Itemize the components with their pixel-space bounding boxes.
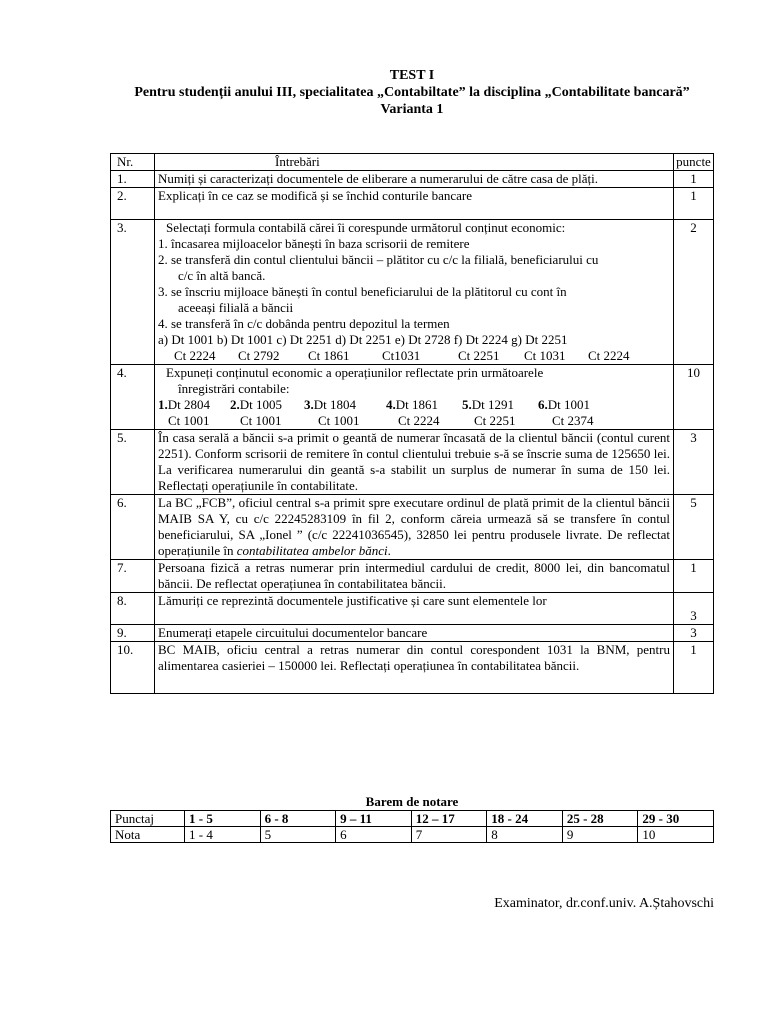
question-text: BC MAIB, oficiu central a retras numerar din contul corespondent 1031 la BNM, pentru alimentarea casieriei – 150000 lei. Reflectați operațiunea în contabilitatea băncii. — [155, 642, 674, 694]
credit-option: Ct 2224 — [174, 348, 216, 363]
table-row — [111, 430, 714, 495]
question-number: 10. — [111, 642, 155, 694]
entry-debit: Dt 2804 — [167, 397, 210, 412]
examiner-signature: Examinator, dr.conf.univ. A.Ștahovschi — [494, 896, 714, 911]
header-question — [155, 154, 674, 171]
test-title: TEST I — [389, 68, 435, 83]
table-row — [111, 642, 714, 694]
question-points: 1 — [674, 171, 714, 188]
question-number: 1. — [111, 171, 155, 188]
credit-option: Ct 1861 — [308, 348, 350, 363]
credit-option: Ct 2251 — [458, 348, 500, 363]
q3-item: 1. încasarea mijloacelor bănești în baza scrisorii de remitere — [158, 236, 470, 251]
grading-range: 12 – 17 — [411, 811, 487, 827]
q6-text-italic: contabilitatea ambelor bănci — [236, 543, 388, 558]
question-points: 1 — [674, 188, 714, 220]
question-points: 5 — [674, 495, 714, 560]
question-number: 5. — [111, 430, 155, 495]
document-header — [110, 67, 714, 118]
q3-item: 4. se transferă în c/c dobânda pentru depozitul la termen — [158, 316, 450, 331]
grading-grade: 9 — [562, 827, 638, 843]
grading-grade: 10 — [638, 827, 714, 843]
q4-entry — [462, 397, 538, 413]
entry-number: 6. — [538, 397, 548, 412]
q3-item: 2. se transferă din contul clientului băncii – plătitor cu c/c la filială, beneficiarului cu — [158, 252, 599, 267]
entry-credit: Ct 2224 — [398, 413, 440, 428]
question-number: 9. — [111, 625, 155, 642]
grading-grade: 7 — [411, 827, 487, 843]
question-text: Lămuriți ce reprezintă documentele justificative și care sunt elementele lor — [155, 593, 674, 625]
header-points: puncte — [674, 154, 714, 171]
question-text — [155, 220, 674, 365]
table-row — [111, 188, 714, 220]
entry-credit: Ct 1001 — [168, 413, 210, 428]
grading-grade: 6 — [336, 827, 412, 843]
grading-range: 25 - 28 — [562, 811, 638, 827]
table-row — [111, 171, 714, 188]
q3-options-debit: a) Dt 1001 b) Dt 1001 c) Dt 2251 d) Dt 2251 e) Dt 2728 f) Dt 2224 g) Dt 2251 — [158, 332, 568, 347]
entry-debit: Dt 1291 — [471, 397, 514, 412]
question-number: 4. — [111, 365, 155, 430]
entry-credit: Ct 2251 — [474, 413, 516, 428]
grading-grade: 1 - 4 — [185, 827, 261, 843]
question-points: 1 — [674, 642, 714, 694]
q3-item: 3. se înscriu mijloace bănești în contul beneficiarului de la plătitorul cu cont în — [158, 284, 567, 299]
table-row — [111, 593, 714, 625]
entry-debit: Dt 1001 — [547, 397, 590, 412]
table-header-row — [111, 154, 714, 171]
grading-range: 1 - 5 — [185, 811, 261, 827]
table-row — [111, 625, 714, 642]
q4-entry — [304, 397, 386, 413]
entry-debit: Dt 1861 — [395, 397, 438, 412]
entry-credit: Ct 1001 — [318, 413, 360, 428]
q3-options-credit — [158, 348, 670, 364]
entry-number: 4. — [386, 397, 396, 412]
q4-entry — [386, 397, 462, 413]
credit-option: Ct 2792 — [238, 348, 280, 363]
question-points: 3 — [674, 593, 714, 625]
q4-intro-2: înregistrări contabile: — [178, 381, 290, 396]
grading-grade: 5 — [260, 827, 336, 843]
grading-points-row — [111, 811, 714, 827]
grading-table — [110, 810, 714, 843]
question-number: 2. — [111, 188, 155, 220]
entry-number: 3. — [304, 397, 314, 412]
grading-range: 29 - 30 — [638, 811, 714, 827]
header-nr: Nr. — [111, 154, 155, 171]
entry-credit: Ct 2374 — [552, 413, 594, 428]
questions-table — [110, 153, 714, 694]
q6-text-end: . — [387, 543, 391, 558]
table-row — [111, 220, 714, 365]
entry-number: 2. — [230, 397, 240, 412]
q3-intro: Selectați formula contabilă cărei îi corespunde următorul conținut economic: — [166, 220, 566, 235]
question-text: Explicați în ce caz se modifică și se închid conturile bancare — [155, 188, 674, 220]
question-text — [155, 495, 674, 560]
q4-intro: Expuneți conținutul economic a operațiunilor reflectate prin următoarele — [166, 365, 544, 380]
question-points: 2 — [674, 220, 714, 365]
table-row — [111, 365, 714, 430]
grading-row-label: Punctaj — [111, 811, 185, 827]
question-points: 10 — [674, 365, 714, 430]
q4-entry — [538, 397, 590, 413]
entry-number: 1. — [158, 397, 168, 412]
test-variant: Varianta 1 — [380, 102, 444, 117]
question-points: 3 — [674, 430, 714, 495]
table-row — [111, 495, 714, 560]
grading-grade-row — [111, 827, 714, 843]
credit-option: Ct 2224 — [588, 348, 630, 363]
question-number: 6. — [111, 495, 155, 560]
q4-credit-row — [158, 413, 670, 429]
grading-range: 9 – 11 — [336, 811, 412, 827]
question-points: 1 — [674, 560, 714, 593]
credit-option: Ct1031 — [382, 348, 421, 363]
q3-item: aceeași filială a băncii — [178, 300, 294, 315]
q6-text: La BC „FCB”, oficiul central s-a primit spre executare ordinul de plată primit de la clientul băncii MAIB SA Y, cu c/c 22245283109 în fil 2, conform căreia urmează să se transfere în contul beneficiarului, SA „Ionel ” (c/c 22241036545), 32850 lei pentru produsele livrate. De reflectat operațiunile în — [158, 495, 670, 558]
question-number: 7. — [111, 560, 155, 593]
grading-range: 6 - 8 — [260, 811, 336, 827]
q4-entry — [230, 397, 304, 413]
q4-debit-row — [158, 397, 670, 413]
question-text: În casa serală a băncii s-a primit o geantă de numerar încasată de la clientul băncii (contul curent 2251). Conform scrisorii de remitere în contul clientului trebuie s-ă se înscrie suma de 125650 lei. La verificarea numerarului din geantă s-a stabilit un surplus de numerar în suma de 150 lei. Reflectați operațiunile în contabilitate. — [155, 430, 674, 495]
question-points: 3 — [674, 625, 714, 642]
question-text: Enumerați etapele circuitului documentelor bancare — [155, 625, 674, 642]
q3-item: c/c în altă bancă. — [178, 268, 266, 283]
header-question-label: Întrebări — [275, 154, 320, 169]
question-number: 3. — [111, 220, 155, 365]
entry-debit: Dt 1804 — [313, 397, 356, 412]
question-number: 8. — [111, 593, 155, 625]
grading-title: Barem de notare — [365, 794, 459, 809]
entry-credit: Ct 1001 — [240, 413, 282, 428]
entry-debit: Dt 1005 — [239, 397, 282, 412]
credit-option: Ct 1031 — [524, 348, 566, 363]
grading-range: 18 - 24 — [487, 811, 563, 827]
question-text: Numiți și caracterizați documentele de eliberare a numerarului de către casa de plăți. — [155, 171, 674, 188]
grading-grade: 8 — [487, 827, 563, 843]
test-subtitle: Pentru studenții anului III, specialitatea „Contabiltate” la disciplina „Contabilitate bancară” — [134, 85, 690, 100]
question-text — [155, 365, 674, 430]
q4-entry — [158, 397, 230, 413]
entry-number: 5. — [462, 397, 472, 412]
grading-row-label: Nota — [111, 827, 185, 843]
question-text: Persoana fizică a retras numerar prin intermediul cardului de credit, 8000 lei, din bancomatul băncii. De reflectat operațiunea în contabilitatea băncii. — [155, 560, 674, 593]
table-row — [111, 560, 714, 593]
